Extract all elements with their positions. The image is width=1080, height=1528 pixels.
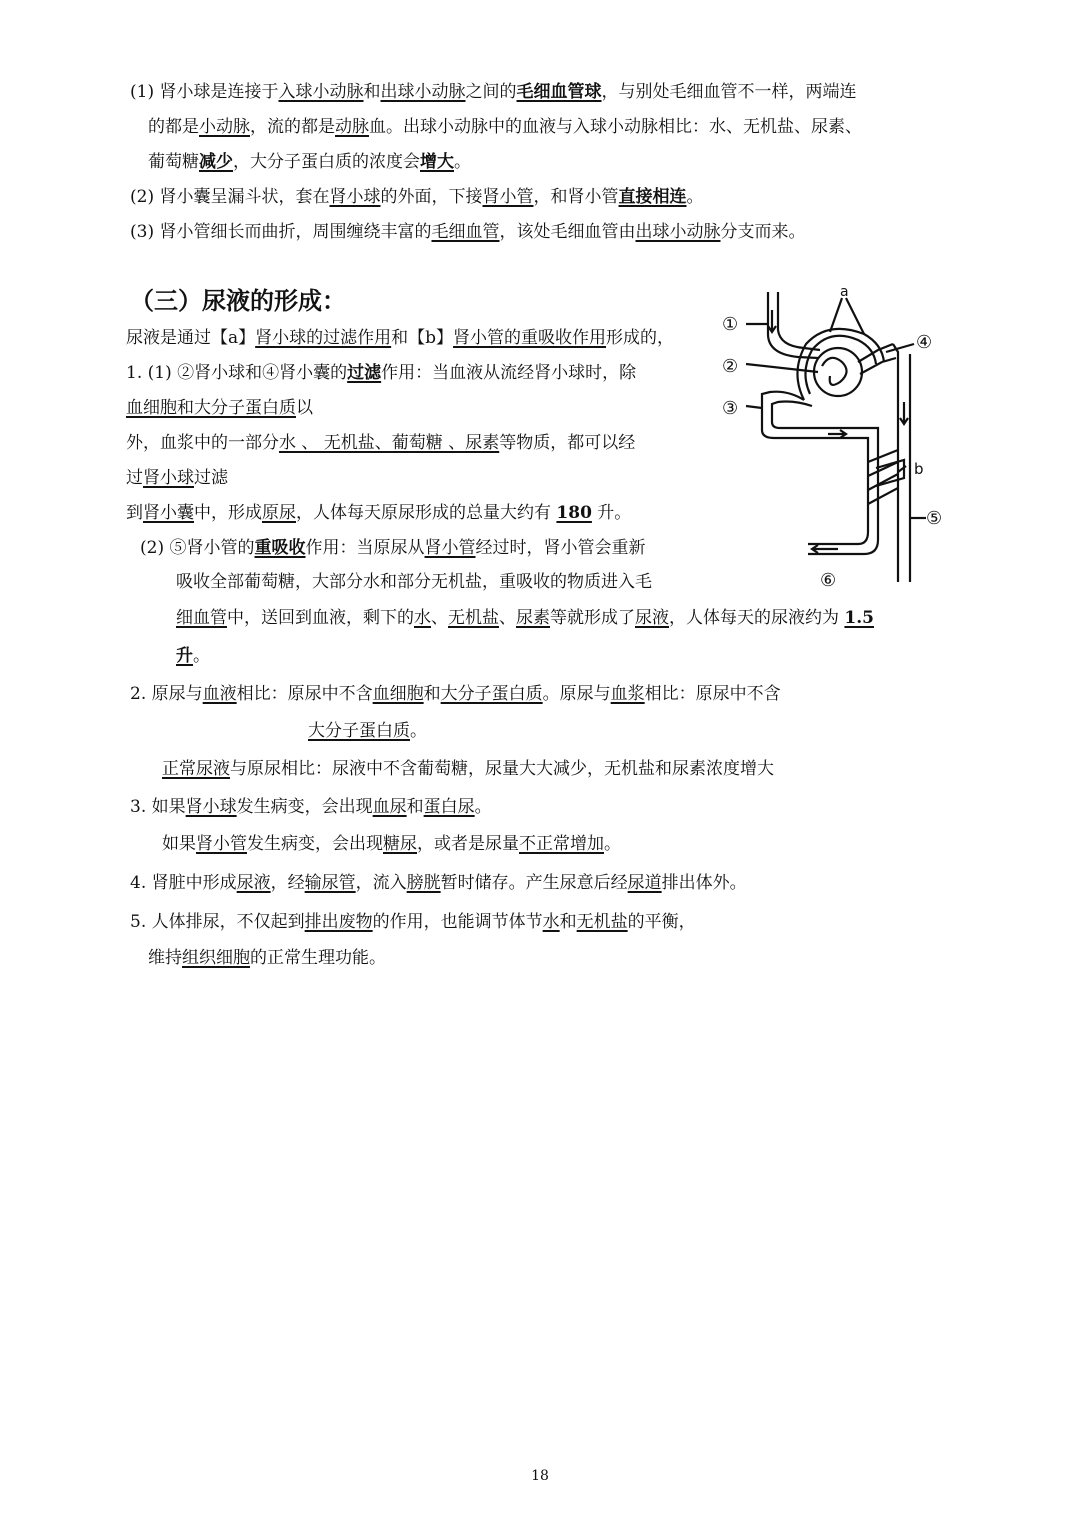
text: 。: [604, 834, 621, 854]
fill-answer: 动脉: [335, 117, 369, 137]
nephron-outline: [746, 292, 926, 582]
item-5-line-2: [148, 946, 386, 970]
fill-answer: 糖尿: [383, 834, 417, 854]
item-1-line-4: [126, 466, 228, 490]
fill-answer: 组织细胞: [182, 948, 250, 968]
text: 到: [126, 503, 143, 523]
fill-answer: 无机盐: [448, 608, 499, 628]
item-1-line-3: [126, 431, 635, 455]
proximal-tubule-inner: [772, 402, 864, 429]
text: 过: [126, 468, 143, 488]
text: 排出体外。: [661, 873, 747, 893]
label-1: ①: [722, 314, 739, 335]
para-1-line-1: [130, 80, 857, 104]
text: 等物质，都可以经: [499, 433, 636, 453]
text: 。: [686, 187, 704, 207]
item-2-line-3: [162, 757, 774, 781]
text: 分支而来。: [720, 222, 806, 242]
fill-answer: 肾小球: [185, 797, 237, 817]
fill-answer: 水: [542, 912, 560, 932]
fill-answer: 水 、 无机盐、葡萄糖 、尿素: [279, 433, 500, 453]
fill-answer: 排出废物: [304, 912, 373, 932]
fill-answer: 1.5: [844, 608, 874, 628]
item-1b-line-1: [140, 536, 646, 560]
text: ，大分子蛋白质的浓度会: [233, 152, 420, 172]
nephron-diagram: [718, 282, 950, 590]
proximal-tubule: [762, 392, 858, 438]
text: 维持: [148, 948, 182, 968]
text: 和: [559, 912, 577, 932]
text: 等就形成了: [550, 608, 635, 628]
fill-answer: 重吸收: [254, 538, 306, 558]
item-1b-line-2: [176, 570, 652, 594]
fill-answer: 直接相连: [618, 187, 687, 207]
text: ，与别处毛细血管不一样，两端连: [601, 82, 857, 102]
text: ②肾小球和④肾小囊的: [171, 363, 348, 383]
label-3: ③: [722, 398, 739, 419]
text: 原尿与: [146, 684, 203, 704]
item-1b-line-3: [176, 606, 874, 630]
para-3: [130, 220, 806, 244]
fill-answer: 正常尿液: [162, 759, 230, 779]
label-5: ⑤: [926, 508, 943, 529]
text: 中，形成: [194, 503, 262, 523]
page-number: 18: [531, 1468, 549, 1484]
section-heading: （三）尿液的形成：: [130, 286, 346, 315]
pointer-3: [746, 406, 762, 408]
text: ，人体每天的尿液约为: [669, 608, 845, 628]
item-number: 1.: [126, 363, 143, 383]
label-4: ④: [916, 332, 933, 353]
text: 葡萄糖: [148, 152, 199, 172]
fill-answer: 入球小动脉: [278, 82, 364, 102]
text: 作用：当血液从流经肾小球时，除: [381, 363, 637, 383]
text: ，和肾小管: [533, 187, 619, 207]
item-number: 5.: [130, 912, 147, 932]
fill-answer: 蛋白尿: [423, 797, 475, 817]
para-1-line-3: [148, 150, 471, 174]
item-number: 3.: [130, 797, 147, 817]
item-3-line-1: [130, 795, 492, 819]
fill-answer: 尿液: [236, 873, 271, 893]
fill-answer: 180: [556, 503, 592, 523]
item-4: [130, 871, 747, 895]
item-number: (1): [130, 82, 155, 102]
item-1-line-5: [126, 501, 631, 525]
fill-answer: 肾小管的重吸收作用: [453, 328, 607, 348]
text: 如果: [146, 797, 186, 817]
text: 作用：当原尿从: [305, 538, 425, 558]
item-number: (3): [130, 222, 155, 242]
fill-answer: 原尿: [262, 503, 296, 523]
item-1-line-1: [126, 361, 636, 385]
text: 和: [406, 797, 424, 817]
item-number: 2.: [130, 684, 147, 704]
text: 人体排尿，不仅起到: [146, 912, 305, 932]
arrow-down-right: [900, 402, 908, 424]
text: 和: [423, 684, 441, 704]
item-1-line-2: [126, 396, 313, 420]
fill-answer: 血尿: [372, 797, 407, 817]
para-2: [130, 185, 704, 209]
fill-answer: 肾小球: [329, 187, 381, 207]
fill-answer: 尿素: [516, 608, 550, 628]
text: 和: [363, 82, 381, 102]
fill-answer: 血细胞和大分子蛋白质: [126, 398, 296, 418]
fill-answer: 膀胱: [406, 873, 441, 893]
text: 形成的，: [606, 328, 675, 348]
fill-answer: 过滤: [347, 363, 382, 383]
text: ，人体每天原尿形成的总量大约有: [296, 503, 557, 523]
fill-answer: 肾小管: [482, 187, 534, 207]
text: 发生病变，会出现: [247, 834, 383, 854]
intro-line: [126, 326, 674, 350]
fill-answer: 减少: [199, 152, 233, 172]
fill-answer: 尿液: [635, 608, 669, 628]
text: 经过时，肾小管会重新: [475, 538, 646, 558]
arrow-tubule: [828, 430, 846, 438]
text: 以: [296, 398, 313, 418]
text: ，或者是尿量: [417, 834, 519, 854]
text: ，该处毛细血管由: [499, 222, 636, 242]
text: 中，送回到血液，剩下的: [227, 608, 414, 628]
text: 吸收全部葡萄糖，大部分水和部分无机盐，重吸收的物质进入毛: [176, 572, 652, 592]
item-3-line-2: [162, 832, 621, 856]
tubule-descending: [808, 438, 868, 544]
efferent-arteriole-lower: [860, 358, 896, 374]
glomerulus-loop: [822, 358, 847, 385]
text: 的外面，下接: [380, 187, 483, 207]
text: 的正常生理功能。: [250, 948, 386, 968]
label-a: a: [840, 284, 849, 300]
fill-answer: 无机盐: [576, 912, 628, 932]
text: 的平衡，: [627, 912, 696, 932]
text: 的作用，也能调节体节: [372, 912, 543, 932]
text: 。: [410, 721, 427, 741]
arrow-afferent: [768, 310, 776, 332]
text: 肾小管细长而曲折，周围缠绕丰富的: [154, 222, 432, 242]
text: ，流入: [355, 873, 407, 893]
text: 的都是: [148, 117, 199, 137]
text: 尿液是通过【a】: [126, 328, 256, 348]
item-2-line-1: [130, 682, 781, 706]
glomerulus: [814, 348, 862, 396]
text: 之间的: [465, 82, 517, 102]
text: 与原尿相比：尿液中不含葡萄糖，尿量大大减少，无机盐和尿素浓度增大: [230, 759, 774, 779]
label-2: ②: [722, 356, 739, 377]
item-2-line-2: [308, 719, 427, 743]
fill-answer: 肾小球的过滤作用: [255, 328, 392, 348]
fill-answer: 血液: [202, 684, 237, 704]
item-1b-line-4: [176, 644, 210, 668]
text: 、: [499, 608, 516, 628]
capillary-network: [868, 450, 898, 504]
text: 发生病变，会出现: [236, 797, 373, 817]
fill-answer: 血细胞: [372, 684, 424, 704]
fill-answer: 肾小囊: [143, 503, 194, 523]
text: 暂时储存。产生尿意后经: [440, 873, 628, 893]
arrow-outflow: [812, 545, 838, 553]
label-b: b: [914, 460, 924, 478]
text: 。: [454, 152, 471, 172]
afferent-arteriole-inner: [778, 292, 820, 350]
fill-answer: 肾小管: [196, 834, 247, 854]
fill-answer: 增大: [420, 152, 454, 172]
item-number: 4.: [130, 873, 147, 893]
fill-answer: 毛细血管: [431, 222, 500, 242]
fill-answer: 出球小动脉: [380, 82, 466, 102]
bowmans-capsule-outer: [797, 329, 884, 400]
fill-answer: 毛细血管球: [516, 82, 602, 102]
text: 、: [431, 608, 448, 628]
text: ⑤肾小管的: [164, 538, 255, 558]
text: ，经: [270, 873, 305, 893]
fill-answer: 输尿管: [304, 873, 356, 893]
fill-answer: 水: [414, 608, 431, 628]
text: 和【b】: [391, 328, 454, 348]
para-1-line-2: [148, 115, 862, 139]
label-6: ⑥: [820, 570, 837, 590]
text: 相比：原尿中不含: [236, 684, 373, 704]
fill-answer: 大分子蛋白质: [308, 721, 410, 741]
fill-answer: 不正常增加: [519, 834, 604, 854]
text: ，流的都是: [250, 117, 335, 137]
fill-answer: 尿道: [627, 873, 662, 893]
capillary-mesh: [876, 460, 904, 486]
fill-answer: 大分子蛋白质: [440, 684, 543, 704]
text: 。: [474, 797, 492, 817]
fill-answer: 血浆: [610, 684, 645, 704]
item-5-line-1: [130, 910, 696, 934]
fill-answer: 升: [176, 646, 193, 666]
fill-answer: 肾小管: [424, 538, 476, 558]
text: 。原尿与: [542, 684, 611, 704]
text: 肾小囊呈漏斗状，套在: [154, 187, 330, 207]
sub-number: (2): [140, 538, 165, 558]
text: 升。: [591, 503, 632, 523]
text: 肾小球是连接于: [154, 82, 279, 102]
text: 。: [193, 646, 210, 666]
fill-answer: 出球小动脉: [635, 222, 721, 242]
text: 外，血浆中的一部分: [126, 433, 279, 453]
fill-answer: 细血管: [176, 608, 227, 628]
item-number: (2): [130, 187, 155, 207]
text: 过滤: [194, 468, 228, 488]
text: 相比：原尿中不含: [644, 684, 781, 704]
text: 肾脏中形成: [146, 873, 237, 893]
text: 血。出球小动脉中的血液与入球小动脉相比：水、无机盐、尿素、: [369, 117, 862, 137]
text: 如果: [162, 834, 196, 854]
sub-number: (1): [147, 363, 172, 383]
fill-answer: 肾小球: [143, 468, 194, 488]
fill-answer: 小动脉: [199, 117, 250, 137]
